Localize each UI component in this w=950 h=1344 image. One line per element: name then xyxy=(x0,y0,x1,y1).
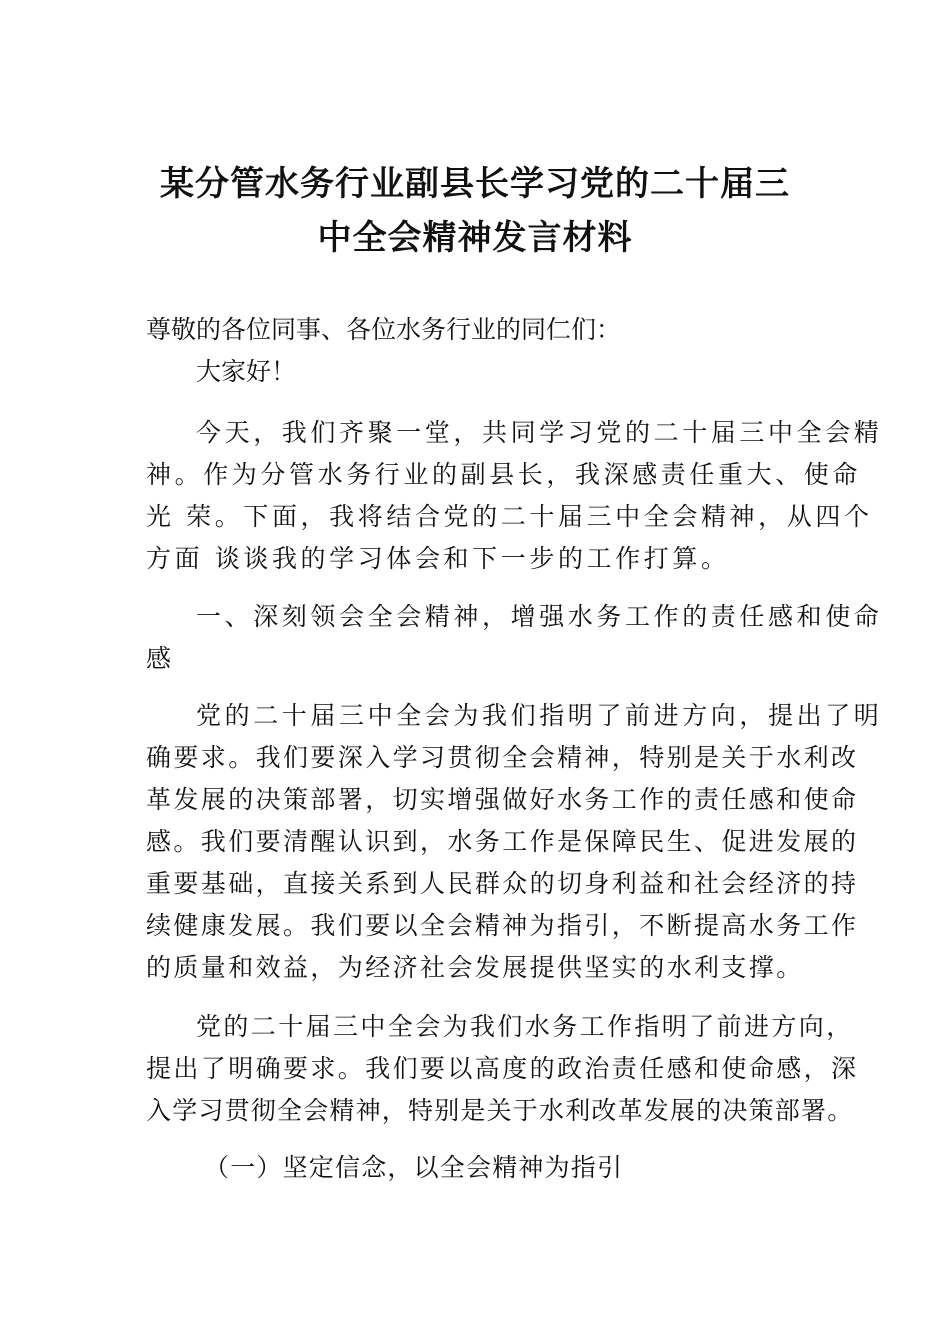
paragraph-line: 党的二十届三中全会为我们指明了前进方向，提出了明 xyxy=(196,701,883,730)
paragraph-line: 提出了明确要求。我们要以高度的政治责任感和使命感，深 xyxy=(146,1054,859,1083)
paragraph-line: 革发展的决策部署，切实增强做好水务工作的责任感和使命 xyxy=(146,785,859,814)
paragraph-line: 今天，我们齐聚一堂，共同学习党的二十届三中全会精 xyxy=(196,418,883,447)
paragraph-line: 感。我们要清醒认识到，水务工作是保障民生、促进发展的 xyxy=(146,827,859,856)
document-title-line-2: 中全会精神发言材料 xyxy=(317,218,633,258)
paragraph-line: 入学习贯彻全会精神，特别是关于水利改革发展的决策部署。 xyxy=(146,1096,854,1125)
paragraph-line: 确要求。我们要深入学习贯彻全会精神，特别是关于水利改 xyxy=(146,743,859,772)
paragraph-line: 党的二十届三中全会为我们水务工作指明了前进方向， xyxy=(196,1012,854,1041)
section-heading-line: 一、深刻领会全会精神，增强水务工作的责任感和使命 xyxy=(196,602,883,631)
greeting: 大家好！ xyxy=(196,357,297,386)
paragraph-line: 方面 谈谈我的学习体会和下一步的工作打算。 xyxy=(146,544,730,573)
section-heading-line: 感 xyxy=(146,644,175,673)
paragraph-line: 光 荣。下面，我将结合党的二十届三中全会精神，从四个 xyxy=(146,502,873,531)
paragraph-line: 的质量和效益，为经济社会发展提供坚实的水利支撑。 xyxy=(146,953,804,982)
subsection-heading: （一）坚定信念，以全会精神为指引 xyxy=(204,1153,624,1182)
paragraph-line: 神。作为分管水务行业的副县长，我深感责任重大、使命 xyxy=(146,460,862,489)
salutation: 尊敬的各位同事、各位水务行业的同仁们： xyxy=(146,315,622,344)
document-title-line-1: 某分管水务行业副县长学习党的二十届三 xyxy=(160,164,790,204)
paragraph-line: 续健康发展。我们要以全会精神为指引，不断提高水务工作 xyxy=(146,911,859,940)
paragraph-line: 重要基础，直接关系到人民群众的切身利益和社会经济的持 xyxy=(146,869,859,898)
